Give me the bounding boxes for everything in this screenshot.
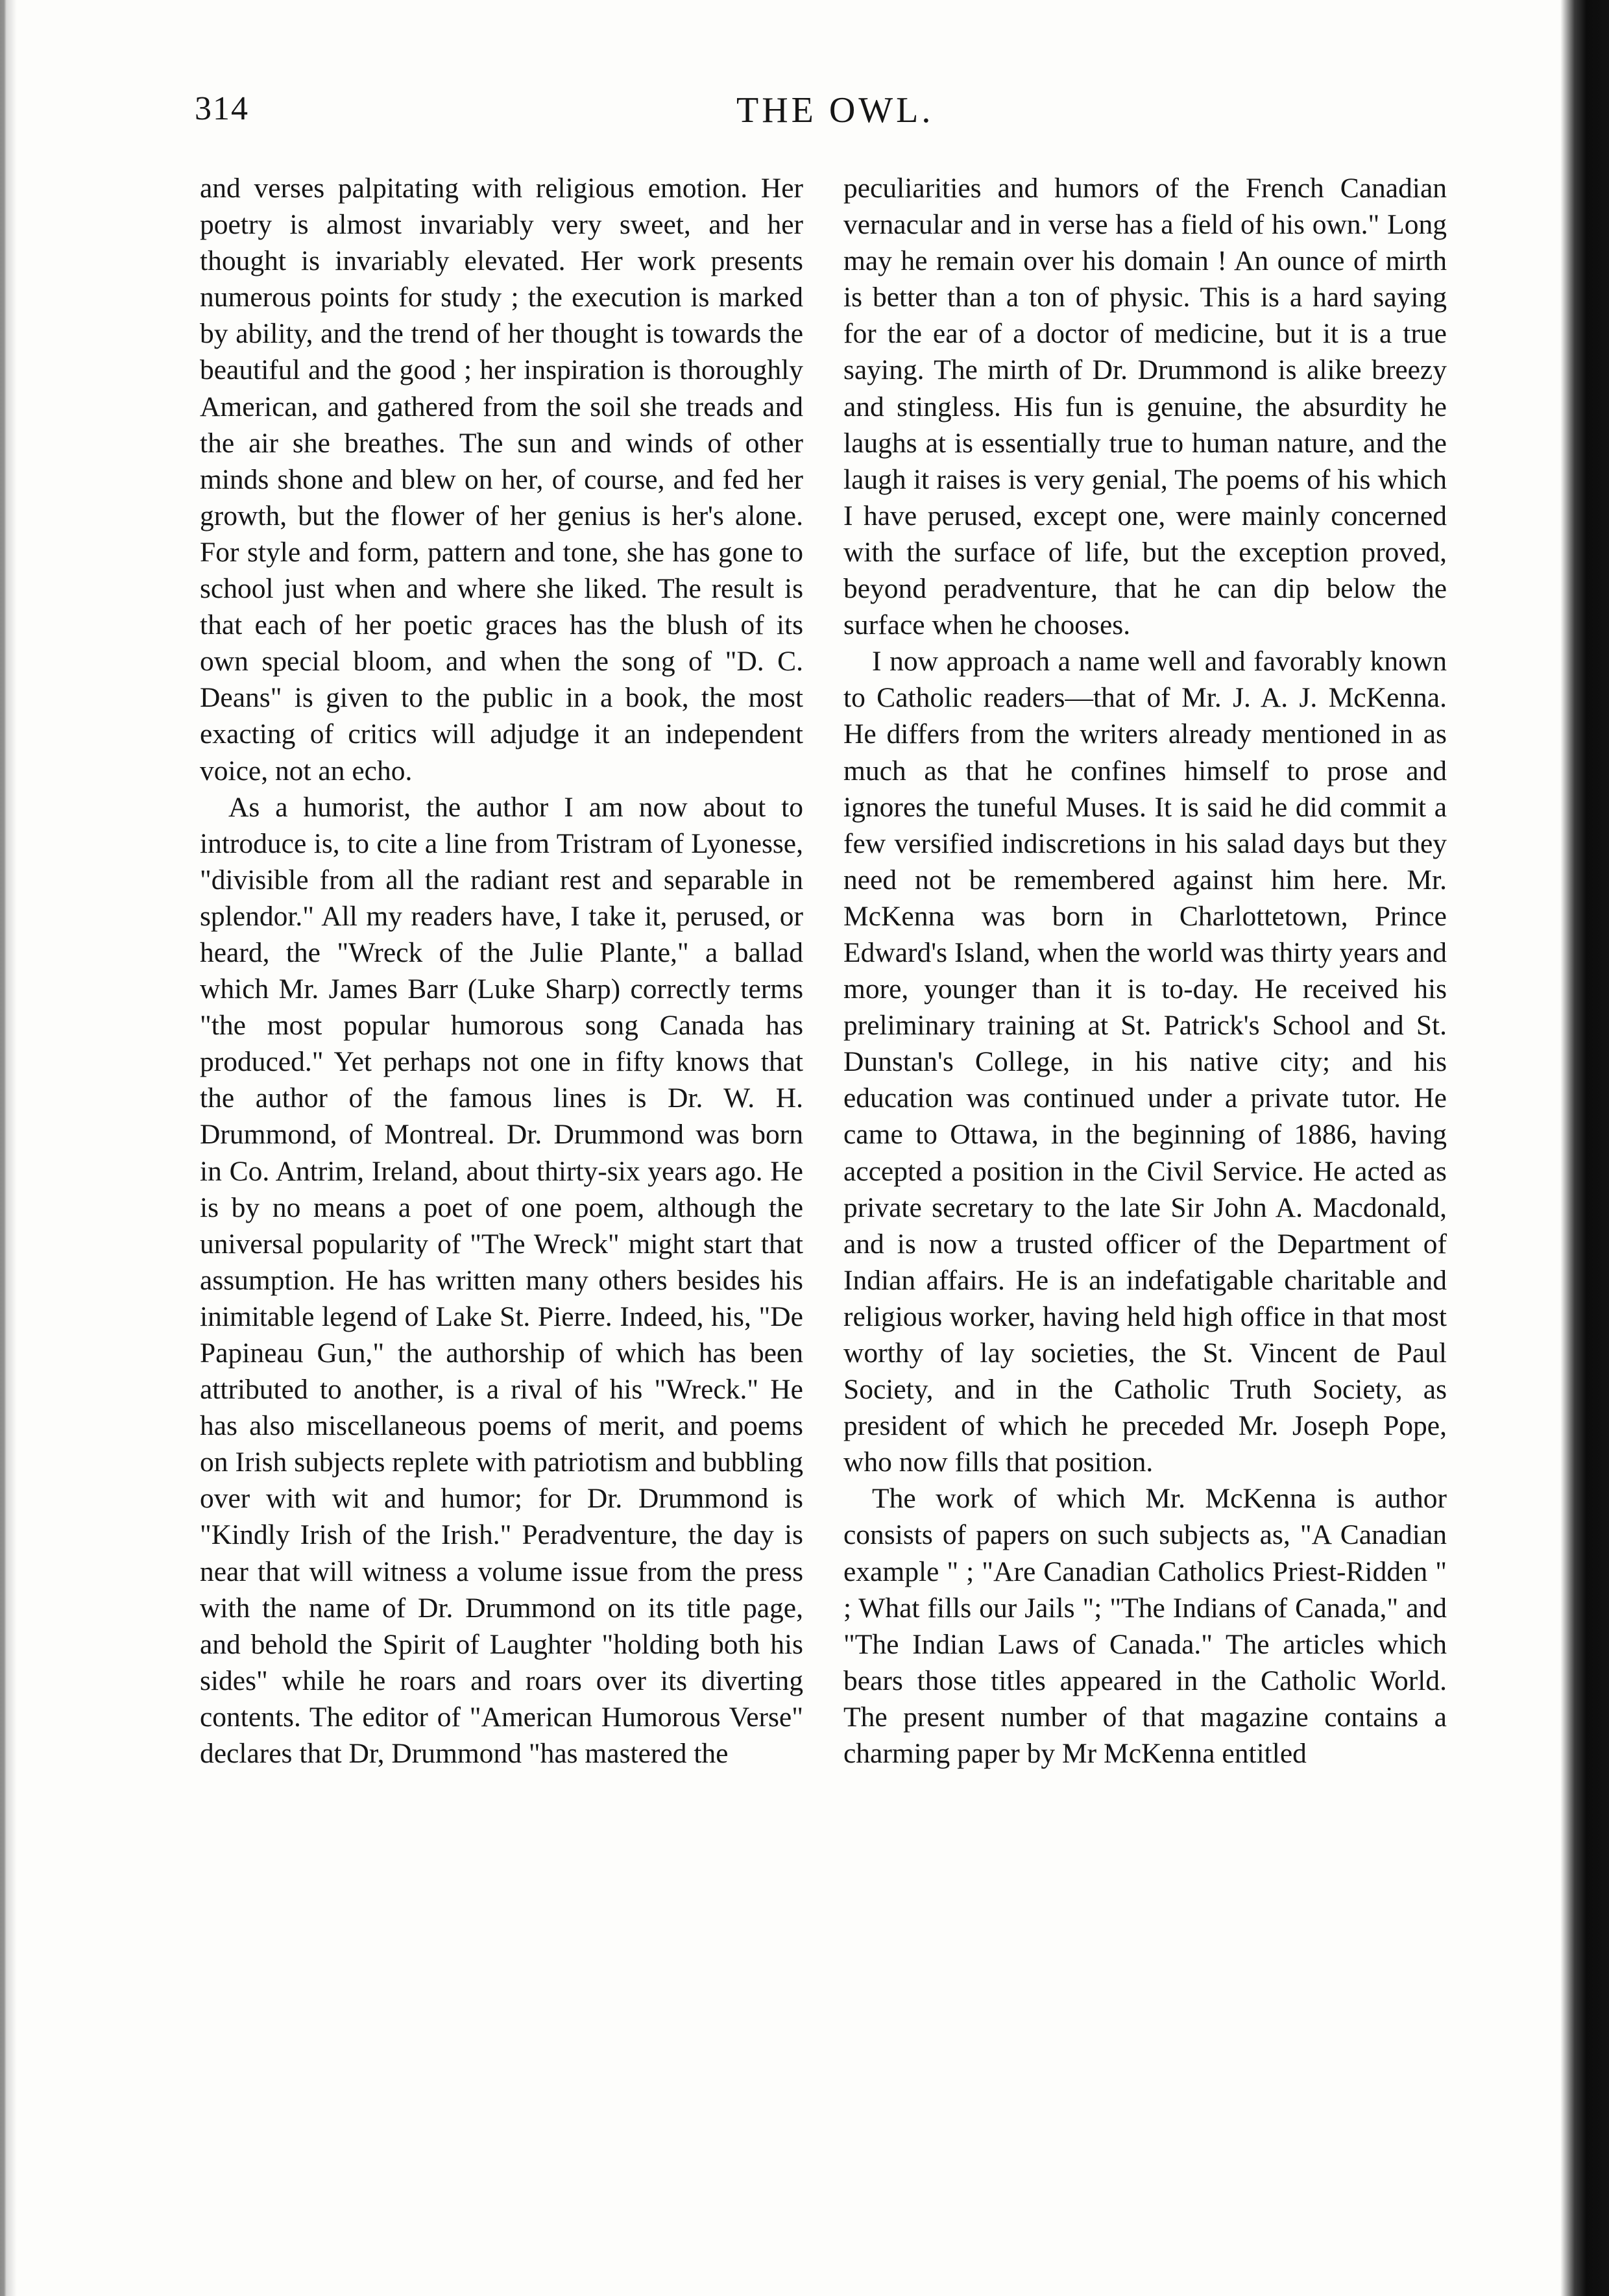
binding-shadow-left [0,0,17,2296]
paragraph: As a humorist, the author I am now about to introduce is, to cite a line from Tristram of Lyonesse, "divisible from all the radiant rest and separable in splendor." All my readers have, I take it, perused, or heard, the "Wreck of the Julie Plante," a ballad which Mr. James Barr (Luke Sharp) correctly terms "the most popular humorous song Canada has produced." Yet perhaps not one in fifty knows that the author of the famous lines is Dr. W. H. Drummond, of Montreal. Dr. Drummond was born in Co. Antrim, Ireland, about thirty-six years ago. He is by no means a poet of one poem, although the universal popularity of "The Wreck" might start that assumption. He has written many others besides his inimitable legend of Lake St. Pierre. Indeed, his, "De Papineau Gun," the authorship of which has been attributed to another, is a rival of his "Wreck." He has also miscellaneous poems of merit, and poems on Irish subjects replete with patriotism and bubbling over with wit and humor; for Dr. Drummond is "Kindly Irish of the Irish." Peradventure, the day is near that will witness a volume issue from the press with the name of Dr. Drummond on its title page, and behold the Spirit of Laughter "holding both his sides" while he roars and roars over its diverting contents. The editor of "American Humorous Verse" declares that Dr, Drummond "has mastered the [200,791,803,1770]
binding-shadow-right [1560,0,1609,2296]
right-column [843,170,1447,1772]
paragraph: The work of which Mr. McKenna is author consists of papers on such subjects as, "A Canadian example " ; "Are Canadian Catholics Priest-Ridden " ; What fills our Jails "; "The Indians of Canada," and "The Indian Laws of Canada." The articles which bears those titles appeared in the Catholic World. The present number of that magazine contains a charming paper by Mr McKenna entitled [843,1483,1447,1770]
paragraph: and verses palpitating with religious emotion. Her poetry is almost invariably very sweet, and her thought is invariably elevated. Her work presents numerous points for study ; the execution is marked by ability, and the trend of her thought is towards the beautiful and the good ; her inspiration is thoroughly American, and gathered from the soil she treads and the air she breathes. The sun and winds of other minds shone and blew on her, of course, and fed her growth, but the flower of her genius is her's alone. For style and form, pattern and tone, she has gone to school just when and where she liked. The result is that each of her poetic graces has the blush of its own special bloom, and when the song of "D. C. Deans" is given to the public in a book, the most exacting of critics will adjudge it an independent voice, not an echo. [200,173,803,787]
left-column [200,170,803,1772]
journal-title: THE OWL. [736,90,934,130]
page-number: 314 [195,90,249,127]
running-head [195,90,1505,148]
paragraph: I now approach a name well and favorably known to Catholic readers—that of Mr. J. A. J. McKenna. He differs from the writers already mentioned in as much as that he confines himself to prose and ignores the tuneful Muses. It is said he did commit a few versified indiscretions in his salad days but they need not be remembered against him here. Mr. McKenna was born in Charlottetown, Prince Edward's Island, when the world was thirty years and more, younger than it is to-day. He received his preliminary training at St. Patrick's School and St. Dunstan's College, in his native city; and his education was continued under a private tutor. He came to Ottawa, in the beginning of 1886, having accepted a position in the Civil Service. He acted as private secretary to the late Sir John A. Macdonald, and is now a trusted officer of the Department of Indian affairs. He is an indefatigable charitable and religious worker, having held high office in that most worthy of lay societies, the St. Vincent de Paul Society, and in the Catholic Truth Society, as president of which he preceded Mr. Joseph Pope, who now fills that position. [843,646,1447,1478]
paragraph: peculiarities and humors of the French Canadian vernacular and in verse has a field of his own." Long may he remain over his domain ! An ounce of mirth is better than a ton of physic. This is a hard saying for the ear of a doctor of medicine, but it is a true saying. The mirth of Dr. Drummond is alike breezy and stingless. His fun is genuine, the absurdity he laughs at is essentially true to human nature, and the laugh it raises is very genial, The poems of his which I have perused, except one, were mainly concerned with the surface of life, but the exception proved, beyond peradventure, that he can dip below the surface when he chooses. [843,173,1447,641]
